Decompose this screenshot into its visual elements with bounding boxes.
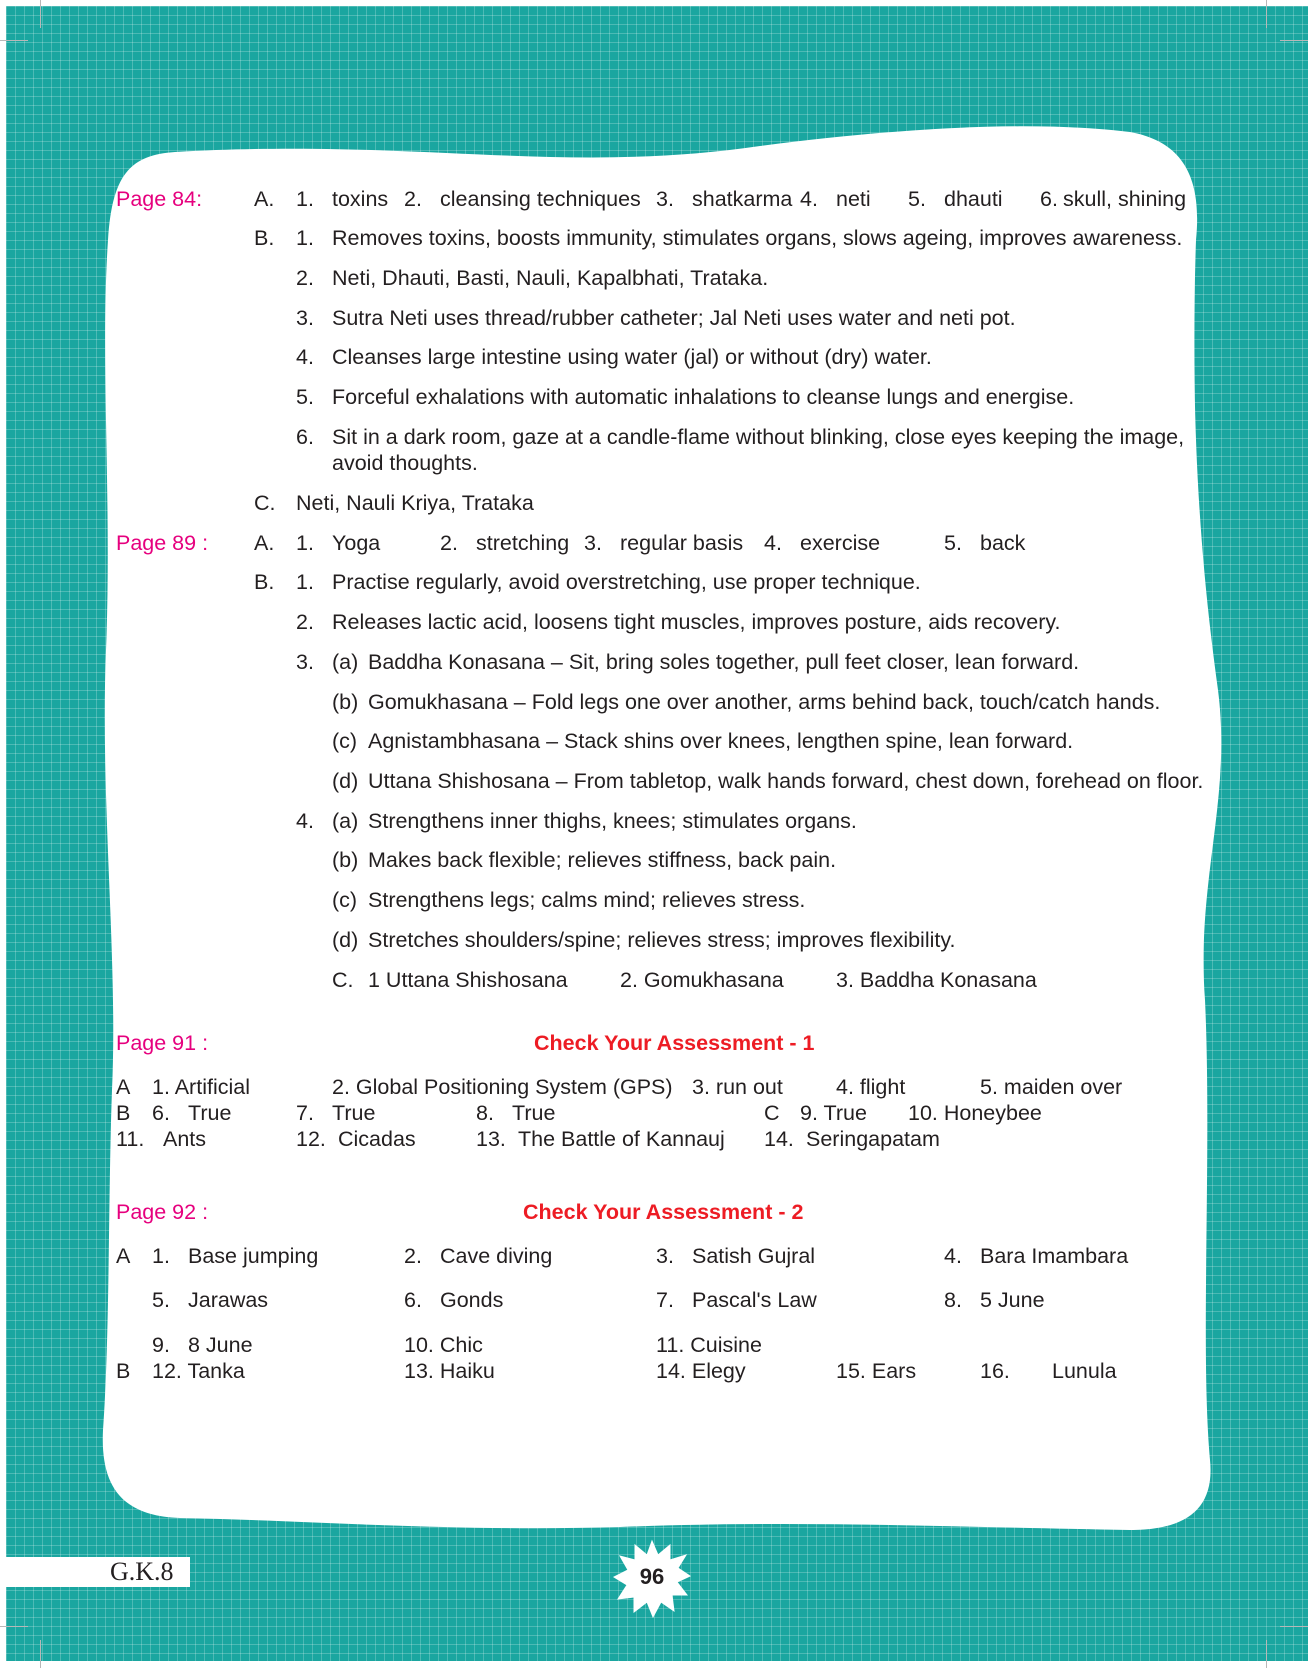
answer-text: skull, shining (1063, 187, 1187, 211)
item-number: 3. (656, 1244, 674, 1268)
item-number: 12. (296, 1127, 326, 1151)
item-number: 16. (980, 1359, 1010, 1383)
sub-label: (d) (332, 769, 359, 793)
answer-text: Strengthens legs; calms mind; relieves stress. (368, 888, 806, 912)
answer-text: Stretches shoulders/spine; relieves stress; improves flexibility. (368, 928, 956, 952)
item-number: 3. (296, 650, 314, 674)
section-letter: B. (254, 226, 275, 250)
item-number: 6. (152, 1101, 170, 1125)
answer-text: Cicadas (338, 1127, 416, 1151)
item-number: 4. (800, 187, 818, 211)
answer-text: Yoga (332, 531, 381, 555)
answer-text: 14. Elegy (656, 1359, 746, 1383)
answer-text: Neti, Nauli Kriya, Trataka (296, 491, 534, 515)
answer-text: 2. Gomukhasana (620, 968, 784, 992)
section-letter: C. (254, 491, 276, 515)
answer-text: Sit in a dark room, gaze at a candle-flame without blinking, close eyes keeping the image, (332, 425, 1185, 449)
answer-text: Agnistambhasana – Stack shins over knees, lengthen spine, lean forward. (368, 729, 1074, 753)
book-title: G.K.8 (110, 1557, 174, 1586)
section-letter: A (116, 1244, 131, 1268)
item-number: 6. (296, 425, 314, 449)
answer-text: 5. maiden over (980, 1075, 1123, 1099)
answer-text: Lunula (1052, 1359, 1117, 1383)
answer-text: Neti, Dhauti, Basti, Nauli, Kapalbhati, Trataka. (332, 266, 769, 290)
answer-text: Cave diving (440, 1244, 553, 1268)
answer-text: 11. Cuisine (656, 1333, 762, 1357)
answer-text: cleansing techniques (440, 187, 641, 211)
item-number: 8. (944, 1288, 962, 1312)
section-letter: A (116, 1075, 131, 1099)
item-number: 5. (296, 385, 314, 409)
answer-text: Cleanses large intestine using water (jal) or without (dry) water. (332, 345, 932, 369)
answer-text: shatkarma (692, 187, 793, 211)
item-number: 3. (296, 306, 314, 330)
page-label-84: Page 84: (116, 187, 203, 211)
section-letter: B. (254, 570, 275, 594)
item-number: 3. (584, 531, 602, 555)
answer-text: 10. Chic (404, 1333, 483, 1357)
answer-text: 3. run out (692, 1075, 783, 1099)
item-number: 11. (116, 1127, 145, 1151)
answer-text: Jarawas (188, 1288, 269, 1312)
item-number: 4. (764, 531, 782, 555)
answer-text: Baddha Konasana – Sit, bring soles together, pull feet closer, lean forward. (368, 650, 1080, 674)
answer-text: Removes toxins, boosts immunity, stimulates organs, slows ageing, improves awareness. (332, 226, 1183, 250)
answer-text: dhauti (944, 187, 1003, 211)
item-number: 2. (296, 610, 314, 634)
answer-text: regular basis (620, 531, 744, 555)
item-number: 14. (764, 1127, 794, 1151)
answer-text: 13. Haiku (404, 1359, 495, 1383)
item-number: 2. (404, 1244, 422, 1268)
answer-text: The Battle of Kannauj (518, 1127, 725, 1151)
item-number: 2. (440, 531, 458, 555)
section-letter: A. (254, 187, 275, 211)
section-letter: C (764, 1101, 780, 1125)
page-label-89: Page 89 : (116, 531, 209, 555)
item-number: 6. (1040, 187, 1058, 211)
answer-text: True (188, 1101, 232, 1125)
answer-text: Uttana Shishosana – From tabletop, walk hands forward, chest down, forehead on floor. (368, 769, 1204, 793)
assessment-heading-1: Check Your Assessment - 1 (534, 1031, 815, 1055)
item-number: 4. (296, 809, 314, 833)
sub-label: (c) (332, 888, 358, 912)
item-number: 1. (296, 187, 314, 211)
answer-text: 10. Honeybee (908, 1101, 1042, 1125)
answer-text: 9. True (800, 1101, 867, 1125)
sub-label: (a) (332, 809, 359, 833)
answer-text: True (512, 1101, 556, 1125)
answer-text: Satish Gujral (692, 1244, 816, 1268)
item-number: 1. (152, 1244, 170, 1268)
section-letter: C. (332, 968, 354, 992)
item-number: 1. (296, 226, 314, 250)
answer-text: Strengthens inner thighs, knees; stimulates organs. (368, 809, 857, 833)
answer-text: Base jumping (188, 1244, 319, 1268)
answer-text: stretching (476, 531, 570, 555)
answer-text: 3. Baddha Konasana (836, 968, 1037, 992)
answer-text: 1 Uttana Shishosana (368, 968, 568, 992)
answer-text: 12. Tanka (152, 1359, 245, 1383)
item-number: 7. (296, 1101, 314, 1125)
sub-label: (b) (332, 690, 359, 714)
answer-text: True (332, 1101, 376, 1125)
item-number: 5. (908, 187, 926, 211)
page-label-91: Page 91 : (116, 1031, 209, 1055)
answer-text: Makes back flexible; relieves stiffness, back pain. (368, 848, 837, 872)
answer-text: Seringapatam (806, 1127, 940, 1151)
item-number: 8. (476, 1101, 494, 1125)
sub-label: (d) (332, 928, 359, 952)
item-number: 2. (404, 187, 422, 211)
item-number: 13. (476, 1127, 506, 1151)
answer-text: 8 June (188, 1333, 253, 1357)
answer-text: Forceful exhalations with automatic inhalations to cleanse lungs and energise. (332, 385, 1075, 409)
answer-text: 5 June (980, 1288, 1045, 1312)
sub-label: (b) (332, 848, 359, 872)
item-number: 3. (656, 187, 674, 211)
answer-text: back (980, 531, 1026, 555)
answer-text: Gonds (440, 1288, 504, 1312)
section-letter: A. (254, 531, 275, 555)
item-number: 1. (296, 531, 314, 555)
answer-text: Releases lactic acid, loosens tight muscles, improves posture, aids recovery. (332, 610, 1061, 634)
answer-text: 4. flight (836, 1075, 906, 1099)
item-number: 7. (656, 1288, 674, 1312)
item-number: 4. (944, 1244, 962, 1268)
item-number: 9. (152, 1333, 170, 1357)
answer-text: neti (836, 187, 871, 211)
answer-text: Sutra Neti uses thread/rubber catheter; Jal Neti uses water and neti pot. (332, 306, 1016, 330)
answer-text: Gomukhasana – Fold legs one over another, arms behind back, touch/catch hands. (368, 690, 1161, 714)
answer-text-continued: avoid thoughts. (332, 451, 478, 475)
sub-label: (a) (332, 650, 359, 674)
answer-text: 2. Global Positioning System (GPS) (332, 1075, 673, 1099)
book-title-label (6, 1557, 190, 1587)
item-number: 1. (296, 570, 314, 594)
answer-text: exercise (800, 531, 881, 555)
section-letter: B (116, 1359, 131, 1383)
item-number: 5. (152, 1288, 170, 1312)
item-number: 6. (404, 1288, 422, 1312)
answer-text: Bara Imambara (980, 1244, 1129, 1268)
answer-text: 15. Ears (836, 1359, 917, 1383)
answer-text: Practise regularly, avoid overstretching, use proper technique. (332, 570, 921, 594)
page-label-92: Page 92 : (116, 1200, 209, 1224)
assessment-heading-2: Check Your Assessment - 2 (523, 1200, 804, 1224)
page-number: 96 (639, 1564, 665, 1589)
sub-label: (c) (332, 729, 358, 753)
answer-text: Ants (163, 1127, 207, 1151)
item-number: 2. (296, 266, 314, 290)
answer-text: toxins (332, 187, 389, 211)
item-number: 4. (296, 345, 314, 369)
item-number: 5. (944, 531, 962, 555)
answer-text: 1. Artificial (152, 1075, 250, 1099)
answer-text: Pascal's Law (692, 1288, 817, 1312)
section-letter: B (116, 1101, 131, 1125)
